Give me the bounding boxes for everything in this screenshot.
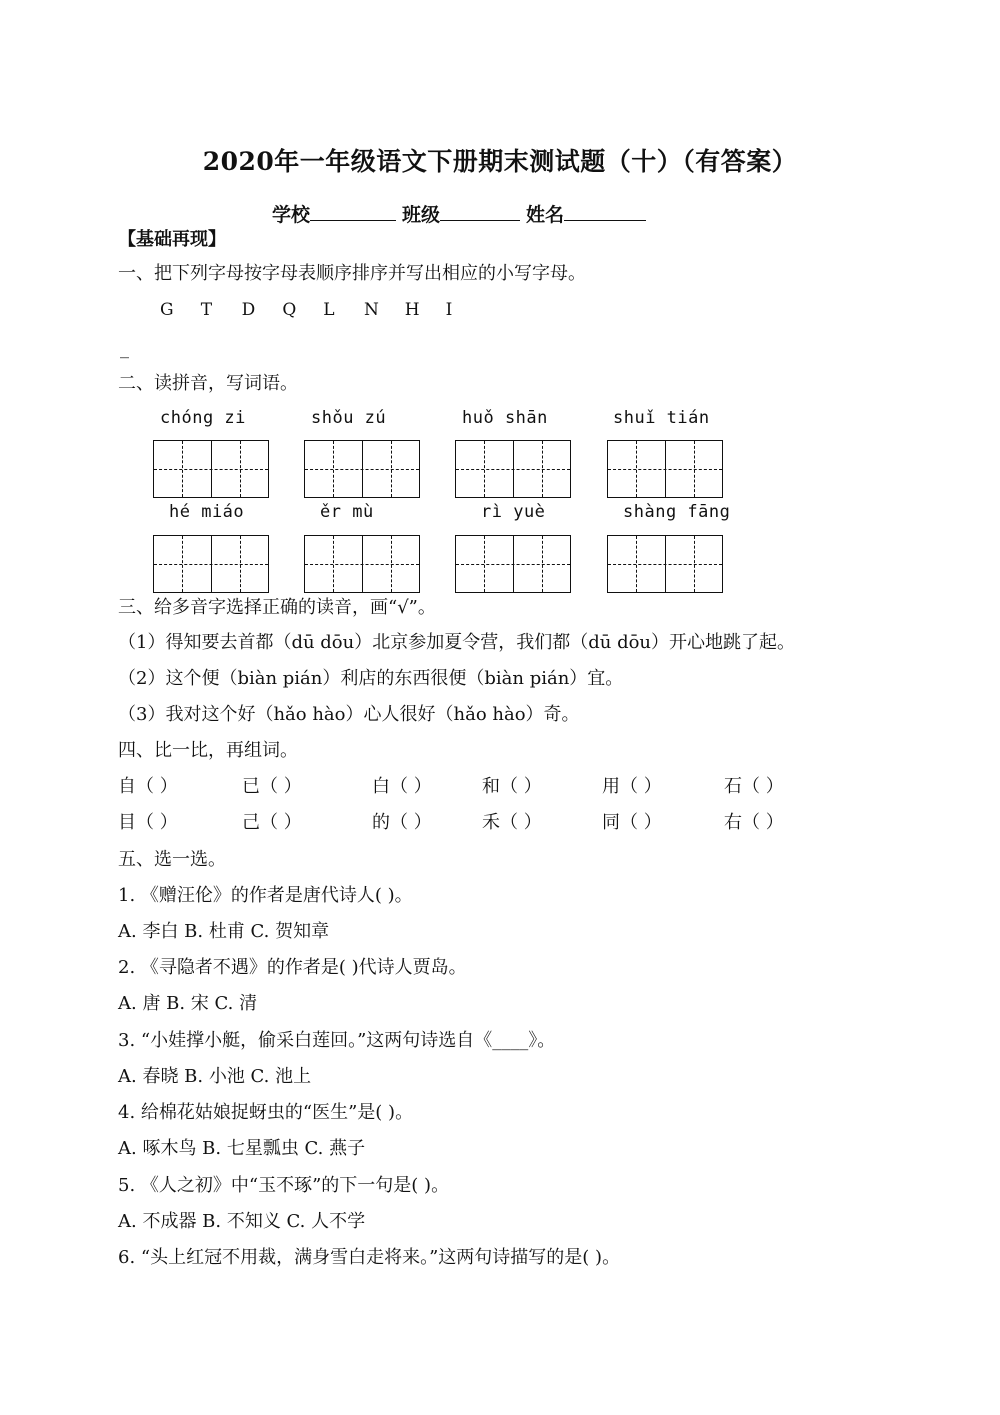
class-label: 班级 (402, 204, 441, 226)
section-header: 【基础再现】 (118, 229, 226, 250)
pinyin-label: hé miáo (169, 502, 245, 522)
q5-question: 1. 《赠汪伦》的作者是唐代诗人( )。 (118, 885, 413, 906)
page-title: 2020年一年级语文下册期末测试题（十）（有答案） (202, 147, 798, 176)
letter: I (445, 300, 453, 320)
q5-options: A. 唐 B. 宋 C. 清 (118, 993, 258, 1014)
writing-grid[interactable] (455, 440, 571, 498)
pinyin-label: ěr mù (320, 502, 374, 522)
q5-question: 2. 《寻隐者不遇》的作者是( )代诗人贾岛。 (118, 957, 467, 978)
q3-item: （2）这个便（biàn pián）利店的东西很便（biàn pián）宜。 (118, 668, 624, 689)
compare-pair: 同（ ） (602, 812, 662, 833)
compare-pair: 目（ ） (118, 812, 178, 833)
q2-prompt: 二、读拼音，写词语。 (118, 373, 298, 394)
compare-pair: 禾（ ） (482, 812, 542, 833)
q5-question: 6. “头上红冠不用裁，满身雪白走将来。”这两句诗描写的是( )。 (118, 1247, 621, 1268)
letter: T (200, 300, 213, 320)
q5-question: 5. 《人之初》中“玉不琢”的下一句是( )。 (118, 1175, 450, 1196)
letter: Q (282, 300, 297, 320)
compare-pair: 白（ ） (372, 776, 432, 797)
letter: N (363, 300, 379, 320)
writing-grid[interactable] (607, 440, 723, 498)
q3-item: （3）我对这个好（hǎo hào）心人很好（hǎo hào）奇。 (118, 704, 580, 725)
writing-grid[interactable] (607, 535, 723, 593)
writing-grid[interactable] (153, 535, 269, 593)
pinyin-label: shǒu zú (311, 408, 387, 428)
q5-options: A. 春晓 B. 小池 C. 池上 (118, 1066, 312, 1087)
q5-options: A. 不成器 B. 不知义 C. 人不学 (118, 1211, 366, 1232)
q5-question: 3. “小娃撑小艇，偷采白莲回。”这两句诗选自《____》。 (118, 1030, 556, 1051)
writing-grid[interactable] (153, 440, 269, 498)
letter: L (323, 300, 335, 320)
q5-options: A. 李白 B. 杜甫 C. 贺知章 (118, 921, 330, 942)
compare-pair: 用（ ） (602, 776, 662, 797)
pinyin-label: shàng fāng (623, 502, 731, 522)
writing-grid[interactable] (455, 535, 571, 593)
q3-item: （1）得知要去首都（dū dōu）北京参加夏令营，我们都（dū dōu）开心地跳了起。 (118, 632, 796, 653)
letter: H (404, 300, 420, 320)
school-field[interactable] (310, 200, 396, 221)
name-field[interactable] (564, 200, 646, 221)
letter: G (160, 300, 174, 320)
q5-question: 4. 给棉花姑娘捉蚜虫的“医生”是( )。 (118, 1102, 414, 1123)
q4-prompt: 四、比一比，再组词。 (118, 740, 298, 761)
q1-prompt: 一、把下列字母按字母表顺序排序并写出相应的小写字母。 (118, 263, 586, 284)
q3-prompt: 三、给多音字选择正确的读音，画“√”。 (118, 597, 436, 618)
compare-pair: 石（ ） (724, 776, 784, 797)
compare-pair: 的（ ） (372, 812, 432, 833)
q5-prompt: 五、选一选。 (118, 849, 226, 870)
letter: D (241, 300, 256, 320)
school-label: 学校 (272, 204, 311, 226)
writing-grid[interactable] (304, 440, 420, 498)
class-field[interactable] (440, 200, 520, 221)
answer-line-mark: _ (120, 338, 129, 359)
compare-pair: 已（ ） (242, 776, 302, 797)
student-info-line (272, 200, 652, 227)
q5-options: A. 啄木鸟 B. 七星瓢虫 C. 燕子 (118, 1138, 366, 1159)
writing-grid[interactable] (304, 535, 420, 593)
letter-list (160, 300, 486, 320)
compare-pair: 和（ ） (482, 776, 542, 797)
compare-pair: 己（ ） (242, 812, 302, 833)
name-label: 姓名 (526, 204, 565, 226)
pinyin-label: shuǐ tián (613, 408, 710, 428)
compare-pair: 自（ ） (118, 776, 178, 797)
pinyin-label: rì yuè (481, 502, 546, 522)
pinyin-label: chóng zi (160, 408, 246, 428)
compare-pair: 右（ ） (724, 812, 784, 833)
pinyin-label: huǒ shān (462, 408, 548, 428)
